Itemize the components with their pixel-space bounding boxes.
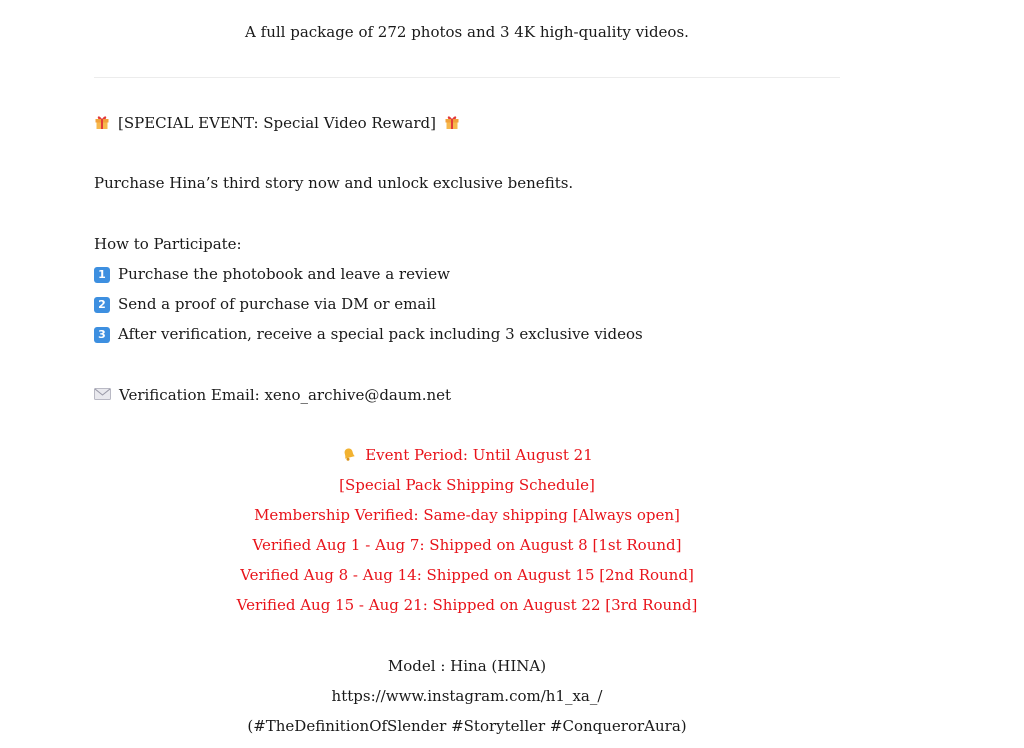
special-event-heading [94,113,460,133]
keycap-three-icon: 3 [94,327,110,343]
keycap-one-icon: 1 [94,267,110,283]
hashtags: (#TheDefinitionOfSlender #Storyteller #ConquerorAura) [247,717,687,735]
step-item [94,294,436,314]
envelope-icon [94,388,111,400]
step-item [94,324,643,344]
step-text: Purchase the photobook and leave a review [118,265,450,283]
step-item [94,264,450,284]
schedule-item: Membership Verified: Same-day shipping [Always open] [254,506,680,524]
special-event-title: [SPECIAL EVENT: Special Video Reward] [118,114,436,132]
purchase-text: Purchase Hina’s third story now and unlock exclusive benefits. [94,174,574,192]
keycap-two-icon: 2 [94,297,110,313]
gift-icon [444,114,460,130]
shipping-schedule-title: [Special Pack Shipping Schedule] [339,476,595,494]
event-period-text: Event Period: Until August 21 [365,446,593,464]
schedule-item: Verified Aug 15 - Aug 21: Shipped on August 22 [3rd Round] [236,596,698,614]
gift-icon [94,114,110,130]
verification-email-text: Verification Email: xeno_archive@daum.net [119,386,452,404]
section-divider [94,77,840,78]
bell-icon [341,446,357,462]
schedule-item: Verified Aug 8 - Aug 14: Shipped on August 15 [2nd Round] [240,566,694,584]
step-text: Send a proof of purchase via DM or email [118,295,436,313]
step-text: After verification, receive a special pack including 3 exclusive videos [118,325,643,343]
schedule-item: Verified Aug 1 - Aug 7: Shipped on August 8 [1st Round] [252,536,682,554]
model-label: Model : Hina (HINA) [387,657,547,675]
package-description: A full package of 272 photos and 3 4K high-quality videos. [245,23,689,41]
event-period [94,445,840,465]
instagram-link[interactable]: https://www.instagram.com/h1_xa_/ [331,687,603,705]
how-to-heading: How to Participate: [94,235,242,253]
verification-email [94,385,451,405]
